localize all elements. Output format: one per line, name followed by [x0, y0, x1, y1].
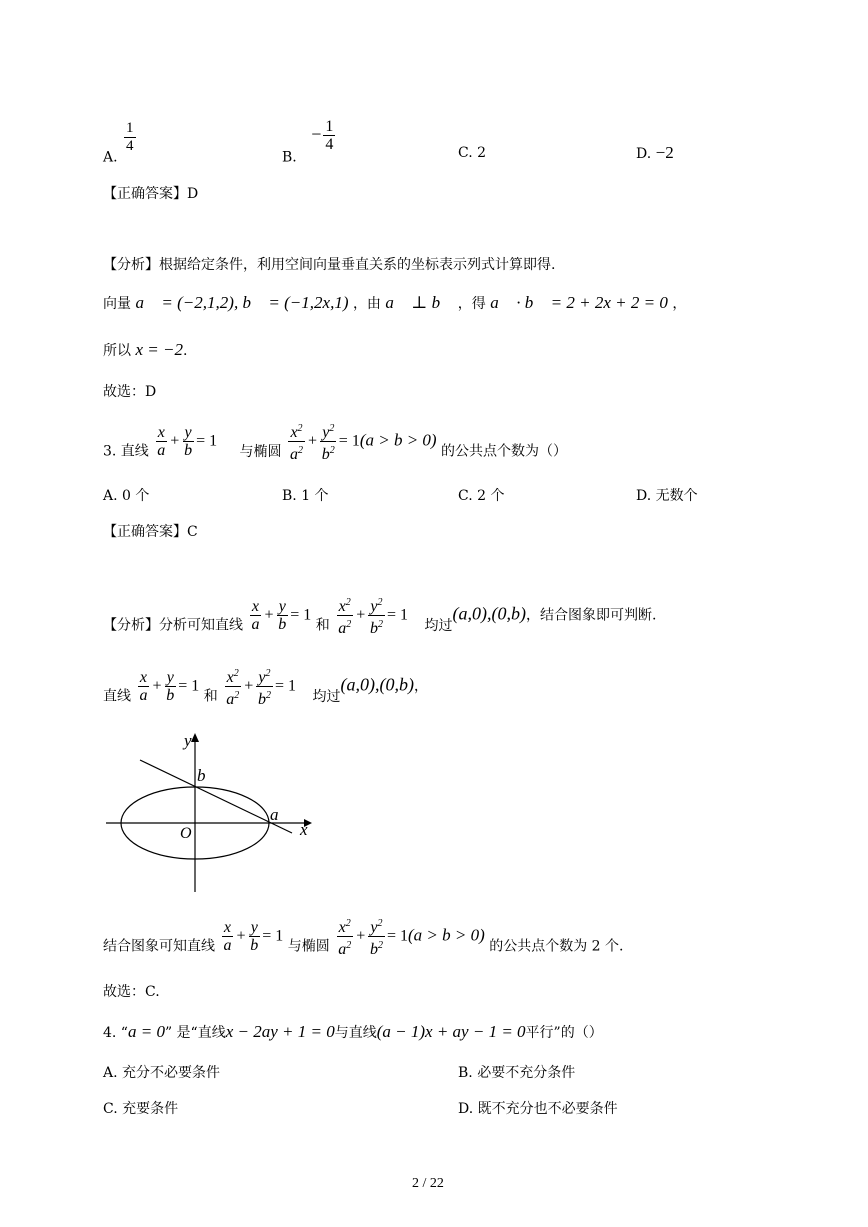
fraction: [368, 915, 385, 958]
numerator: [288, 420, 304, 442]
option-a: A. 充分不必要条件: [103, 1065, 221, 1081]
line-1-equation: x − 2ay + 1 = 0: [225, 1022, 335, 1041]
text: 均过: [312, 688, 341, 705]
numerator: x: [223, 919, 231, 936]
fraction: [137, 669, 149, 704]
denominator: [368, 937, 385, 958]
equals: = 1: [196, 432, 218, 450]
fraction: [323, 118, 335, 153]
exponent: 2: [234, 690, 240, 701]
text: 和: [203, 688, 218, 705]
denominator: b: [184, 442, 193, 459]
text: 4. “: [103, 1025, 128, 1041]
text: 所以: [103, 343, 131, 359]
y-axis-arrow: [191, 733, 199, 742]
exponent: 2: [345, 918, 351, 929]
denominator: a: [139, 687, 148, 704]
line-2-equation: (a − 1)x + ay − 1 = 0: [376, 1022, 526, 1041]
y-axis-label: y: [184, 731, 192, 750]
equals: = 1: [178, 677, 200, 695]
option-label: A.: [103, 149, 118, 166]
text: ，: [672, 296, 687, 312]
equals: = 1: [386, 927, 409, 945]
fraction: [124, 120, 136, 155]
text: .: [182, 343, 188, 359]
var: a: [290, 446, 298, 463]
text: 【分析】分析可知直线: [103, 617, 243, 634]
numerator: [337, 594, 353, 616]
numerator: [368, 915, 384, 937]
exponent: 2: [346, 619, 352, 630]
option-c: C. 2: [458, 145, 487, 161]
text: 平行”的（）: [525, 1025, 603, 1041]
text: 与椭圆: [239, 443, 282, 460]
text: 与椭圆: [287, 938, 330, 955]
numerator: [337, 915, 353, 937]
var: a: [226, 691, 235, 708]
numerator: 1: [325, 118, 334, 135]
text: 均过: [424, 617, 453, 634]
denominator: b: [166, 687, 175, 704]
text: ，由: [352, 296, 381, 312]
option-label: B.: [282, 149, 297, 166]
exponent: 2: [377, 597, 383, 608]
var: y: [258, 669, 266, 686]
solution-line: [103, 340, 187, 360]
fraction: [249, 598, 261, 633]
text: 的公共点个数为（）: [441, 443, 568, 460]
denominator: a: [251, 616, 260, 633]
equals: = 1: [386, 606, 409, 624]
denominator: [256, 687, 273, 708]
text: 结合图象可知直线: [103, 938, 215, 955]
fraction: [221, 919, 233, 954]
fraction: [182, 424, 194, 459]
numerator: [368, 594, 384, 616]
minus-sign: −: [311, 123, 322, 144]
denominator: a: [223, 937, 232, 954]
numerator: [320, 420, 336, 442]
text: 与直线: [334, 1025, 377, 1041]
a-label: a: [270, 805, 279, 824]
fraction: [368, 594, 385, 637]
exponent: 2: [377, 940, 383, 951]
exponent: 2: [265, 668, 271, 679]
option-a: A. 0 个: [103, 488, 150, 504]
var: b: [257, 691, 266, 708]
condition: (a > b > 0): [359, 430, 437, 450]
perpendicular-expression: a⃗ ⊥ b⃗: [385, 293, 454, 312]
text: 和: [315, 617, 330, 634]
var: a: [338, 941, 347, 958]
denominator: 4: [126, 138, 134, 154]
denominator: [320, 442, 337, 463]
denominator: [336, 616, 353, 637]
denominator: [224, 687, 241, 708]
fraction: [256, 665, 273, 708]
denominator: [288, 442, 305, 463]
text: ，: [413, 678, 428, 695]
text: ，得: [457, 296, 486, 312]
analysis-text: [103, 594, 656, 637]
plus-sign: +: [169, 432, 181, 450]
numerator: x: [251, 598, 259, 615]
points-expression: (a,0),(0,b): [452, 603, 526, 624]
option-a: [103, 120, 138, 166]
numerator: y: [166, 669, 174, 686]
fraction: [248, 919, 260, 954]
option-b: B. 1 个: [282, 488, 329, 504]
equals: = 1: [274, 677, 297, 695]
numerator: y: [184, 424, 192, 441]
fraction: [155, 424, 167, 459]
option-b: B. 必要不充分条件: [458, 1065, 576, 1081]
numerator: [256, 665, 272, 687]
var: b: [369, 620, 378, 637]
solution-line: [103, 665, 428, 708]
choose-text: 故选：C.: [103, 984, 160, 1000]
analysis-text: 【分析】根据给定条件，利用空间向量垂直关系的坐标表示列式计算即得.: [103, 257, 556, 273]
exponent: 2: [329, 423, 335, 434]
text: 向量: [103, 296, 131, 312]
exponent: 2: [298, 445, 303, 456]
fraction: [288, 420, 305, 463]
denominator: 4: [325, 136, 334, 153]
var: a: [338, 620, 347, 637]
origin-label: O: [180, 825, 192, 842]
exponent: 2: [345, 597, 351, 608]
var: x: [226, 669, 234, 686]
equals: = 1: [290, 606, 312, 624]
choose-text: 故选：D: [103, 384, 157, 400]
plus-sign: +: [235, 927, 247, 945]
question-4-stem: [103, 1022, 603, 1042]
var: x: [290, 424, 298, 441]
numerator: x: [139, 669, 147, 686]
fraction: [224, 665, 241, 708]
conclusion-line: [103, 915, 624, 958]
vector-expression: a⃗ = (−2,1,2), b⃗ = (−1,2x,1): [135, 293, 349, 312]
condition: (a > b > 0): [408, 925, 485, 945]
fraction: [276, 598, 288, 633]
condition-expression: a = 0: [127, 1022, 165, 1041]
exponent: 2: [265, 690, 271, 701]
fraction: [336, 594, 353, 637]
ellipse-line-figure: [100, 728, 320, 898]
fraction: [320, 420, 337, 463]
denominator: b: [278, 616, 287, 633]
var: y: [370, 598, 378, 615]
text: ” 是“直线: [164, 1025, 226, 1041]
option-value: −2: [655, 143, 674, 162]
numerator: [225, 665, 241, 687]
equals: = 1: [338, 432, 360, 450]
denominator: [336, 937, 353, 958]
plus-sign: +: [355, 606, 366, 624]
option-d: D. 既不充分也不必要条件: [458, 1101, 618, 1117]
var: x: [338, 598, 346, 615]
option-c: C. 2 个: [458, 488, 505, 504]
dot-product-expression: a⃗ · b⃗ = 2 + 2x + 2 = 0: [490, 293, 668, 312]
plus-sign: +: [243, 677, 254, 695]
question-number: 3. 直线: [103, 443, 149, 460]
option-label: D.: [636, 146, 652, 162]
points-expression: (a,0),(0,b): [340, 674, 414, 695]
x-axis-label: x: [300, 820, 308, 839]
numerator: x: [157, 424, 165, 441]
plus-sign: +: [151, 677, 163, 695]
var: x: [338, 919, 346, 936]
numerator: y: [278, 598, 286, 615]
plus-sign: +: [307, 432, 318, 450]
denominator: a: [157, 442, 166, 459]
denominator: b: [250, 937, 259, 954]
numerator: y: [250, 919, 258, 936]
result-expression: x = −2: [135, 340, 183, 359]
fraction: [164, 669, 176, 704]
plus-sign: +: [355, 927, 366, 945]
text: 的公共点个数为 2 个.: [489, 938, 624, 955]
fraction: [336, 915, 353, 958]
exponent: 2: [233, 668, 239, 679]
text: 直线: [103, 688, 131, 705]
option-c: C. 充要条件: [103, 1101, 179, 1117]
var: y: [370, 919, 378, 936]
option-b: [282, 118, 337, 166]
equals: = 1: [262, 927, 284, 945]
exponent: 2: [297, 423, 303, 434]
b-label: b: [197, 766, 206, 785]
denominator: [368, 616, 385, 637]
exponent: 2: [346, 940, 352, 951]
exponent: 2: [377, 619, 383, 630]
correct-answer: 【正确答案】C: [103, 524, 198, 540]
numerator: 1: [126, 120, 134, 136]
question-3-stem: [103, 420, 567, 463]
text: ，结合图象即可判断.: [525, 607, 657, 624]
exponent: 2: [329, 445, 335, 456]
var: b: [321, 446, 330, 463]
var: b: [369, 941, 378, 958]
page-number: 2 / 22: [412, 1176, 444, 1191]
correct-answer: 【正确答案】D: [103, 186, 199, 202]
exponent: 2: [377, 918, 383, 929]
option-d: [636, 143, 674, 163]
solution-line: [103, 293, 686, 313]
plus-sign: +: [263, 606, 275, 624]
option-d: D. 无数个: [636, 488, 698, 504]
var: y: [322, 424, 330, 441]
